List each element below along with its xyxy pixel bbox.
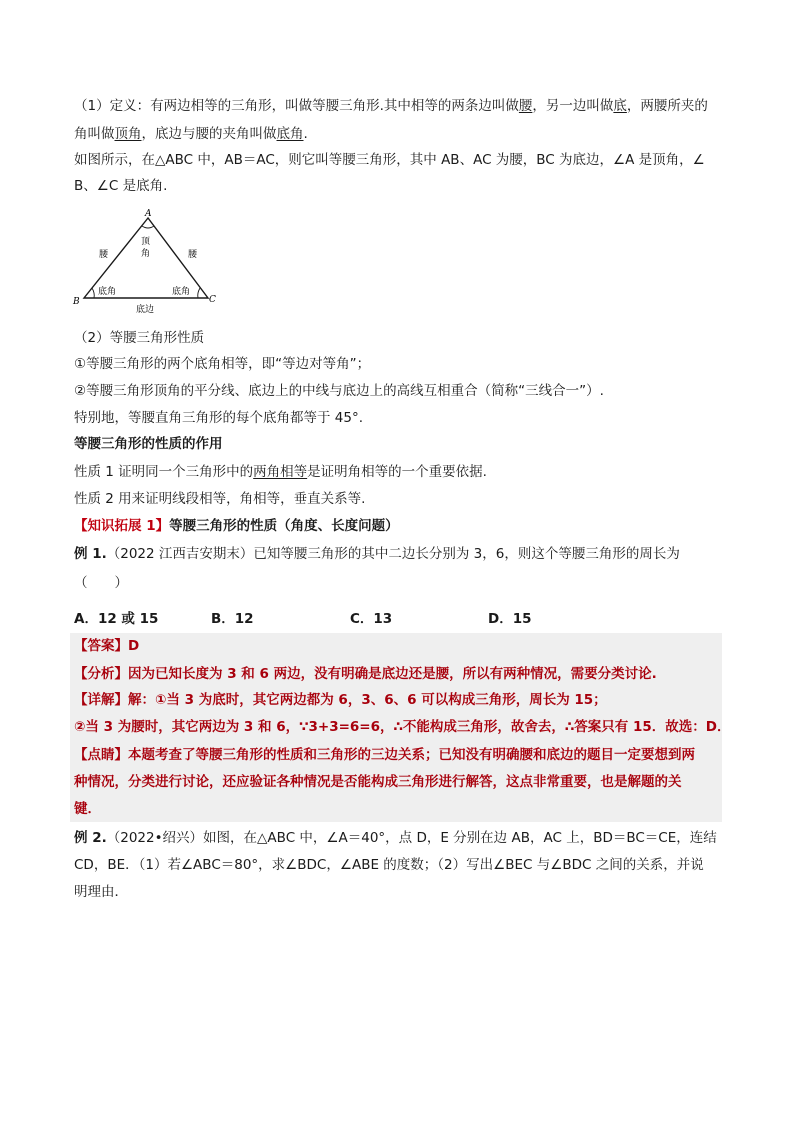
extension-tag: 【知识拓展 1】: [74, 518, 170, 534]
detail-text-1: 解：①当 3 为底时，其它两边都为 6，3、6、6 可以构成三角形，周长为 15；: [128, 692, 607, 708]
analysis-text: 因为已知长度为 3 和 6 两边，没有明确是底边还是腰，所以有两种情况，需要分类讨论.: [128, 666, 657, 682]
example-text-line-2: B、∠C 是底角.: [74, 178, 168, 194]
extension-title: 等腰三角形的性质（角度、长度问题）: [169, 518, 399, 534]
apex-label-2: 角: [141, 249, 151, 259]
term-yao: 腰: [518, 98, 533, 114]
base-angle-left-label: 底角: [98, 287, 117, 297]
use-2: 性质 2 用来证明线段相等，角相等，垂直关系等.: [74, 491, 366, 507]
term-vertex-angle: 顶角: [114, 126, 142, 142]
analysis-line: [74, 664, 722, 684]
example-1-label: 例 1.: [74, 546, 107, 562]
comment-line-2: 种情况，分类进行讨论，还应验证各种情况是否能构成三角形进行解答，这点非常重要，也是解题的关: [74, 774, 682, 790]
term-two-angles-equal: 两角相等: [253, 464, 308, 480]
isosceles-triangle-figure: [70, 206, 220, 318]
left-base-arc: [92, 288, 94, 298]
detail-line-1: [74, 690, 722, 710]
definition-line-2: 角叫做顶角，底边与腰的夹角叫做底角.: [74, 126, 308, 142]
comment-line-1: [74, 745, 722, 765]
option-a: A．12 或 15: [74, 611, 159, 627]
property-2: ②等腰三角形顶角的平分线、底边上的中线与底边上的高线互相重合（简称“三线合一”）.: [74, 383, 604, 399]
comment-line-3: 键．: [74, 801, 101, 817]
vertex-b-label: B: [73, 297, 80, 307]
example-1-blank: （ ）: [74, 575, 128, 591]
use-1: 性质 1 证明同一个三角形中的两角相等是证明角相等的一个重要依据.: [74, 464, 487, 480]
right-leg-label: 腰: [188, 250, 198, 260]
option-b: B．12: [211, 611, 254, 627]
apex-label-1: 顶: [141, 237, 151, 247]
extension-heading: [74, 516, 722, 536]
answer-tag: 【答案】: [74, 638, 128, 654]
base-label: 底边: [136, 305, 155, 315]
vertex-a-label: A: [145, 209, 152, 219]
option-c: C．13: [350, 611, 393, 627]
example-2-label: 例 2.: [74, 830, 107, 846]
example-2-line-1: 例 2.（2022•绍兴）如图，在△ABC 中，∠A＝40°，点 D，E 分别在边 AB，AC 上，BD＝BC＝CE，连结: [74, 830, 717, 846]
example-2-line-2: CD，BE．（1）若∠ABC＝80°，求∠BDC，∠ABE 的度数；（2）写出∠BEC 与∠BDC 之间的关系，并说: [74, 857, 704, 873]
role-heading: 等腰三角形的性质的作用: [74, 436, 223, 452]
example-text-line-1: 如图所示，在△ABC 中，AB＝AC，则它叫等腰三角形，其中 AB、AC 为腰，BC 为底边，∠A 是顶角，∠: [74, 152, 705, 168]
answer-line: [74, 636, 722, 656]
detail-line-2: ②当 3 为腰时，其它两边为 3 和 6，∵3+3=6=6，∴不能构成三角形，故舍去，∴答案只有 15．故选：D．: [74, 719, 731, 735]
analysis-tag: 【分析】: [74, 666, 128, 682]
base-angle-right-label: 底角: [172, 287, 191, 297]
property-1: ①等腰三角形的两个底角相等，即“等边对等角”；: [74, 356, 371, 372]
example-2-line-3: 明理由．: [74, 884, 128, 900]
term-base-angle: 底角: [276, 126, 304, 142]
definition-line-1: （1）定义：有两边相等的三角形，叫做等腰三角形.其中相等的两条边叫做腰，另一边叫做底，两腰所夹的: [74, 98, 708, 114]
special-case: 特别地，等腰直角三角形的每个底角都等于 45°.: [74, 410, 364, 426]
comment-text-1: 本题考查了等腰三角形的性质和三角形的三边关系；已知没有明确腰和底边的题目一定要想到两: [128, 747, 695, 763]
properties-title: （2）等腰三角形性质: [74, 330, 205, 346]
example-1-question: 例 1.（2022 江西吉安期末）已知等腰三角形的其中二边长分别为 3，6，则这个等腰三角形的周长为: [74, 546, 680, 562]
vertex-c-label: C: [209, 295, 216, 305]
apex-arc: [142, 226, 154, 228]
answer-value: D: [128, 638, 140, 654]
triangle-svg: [70, 206, 220, 318]
detail-tag: 【详解】: [74, 692, 128, 708]
comment-tag: 【点睛】: [74, 747, 128, 763]
term-di: 底: [613, 98, 627, 114]
left-leg-label: 腰: [99, 250, 109, 260]
right-base-arc: [198, 288, 200, 298]
option-d: D．15: [488, 611, 532, 627]
